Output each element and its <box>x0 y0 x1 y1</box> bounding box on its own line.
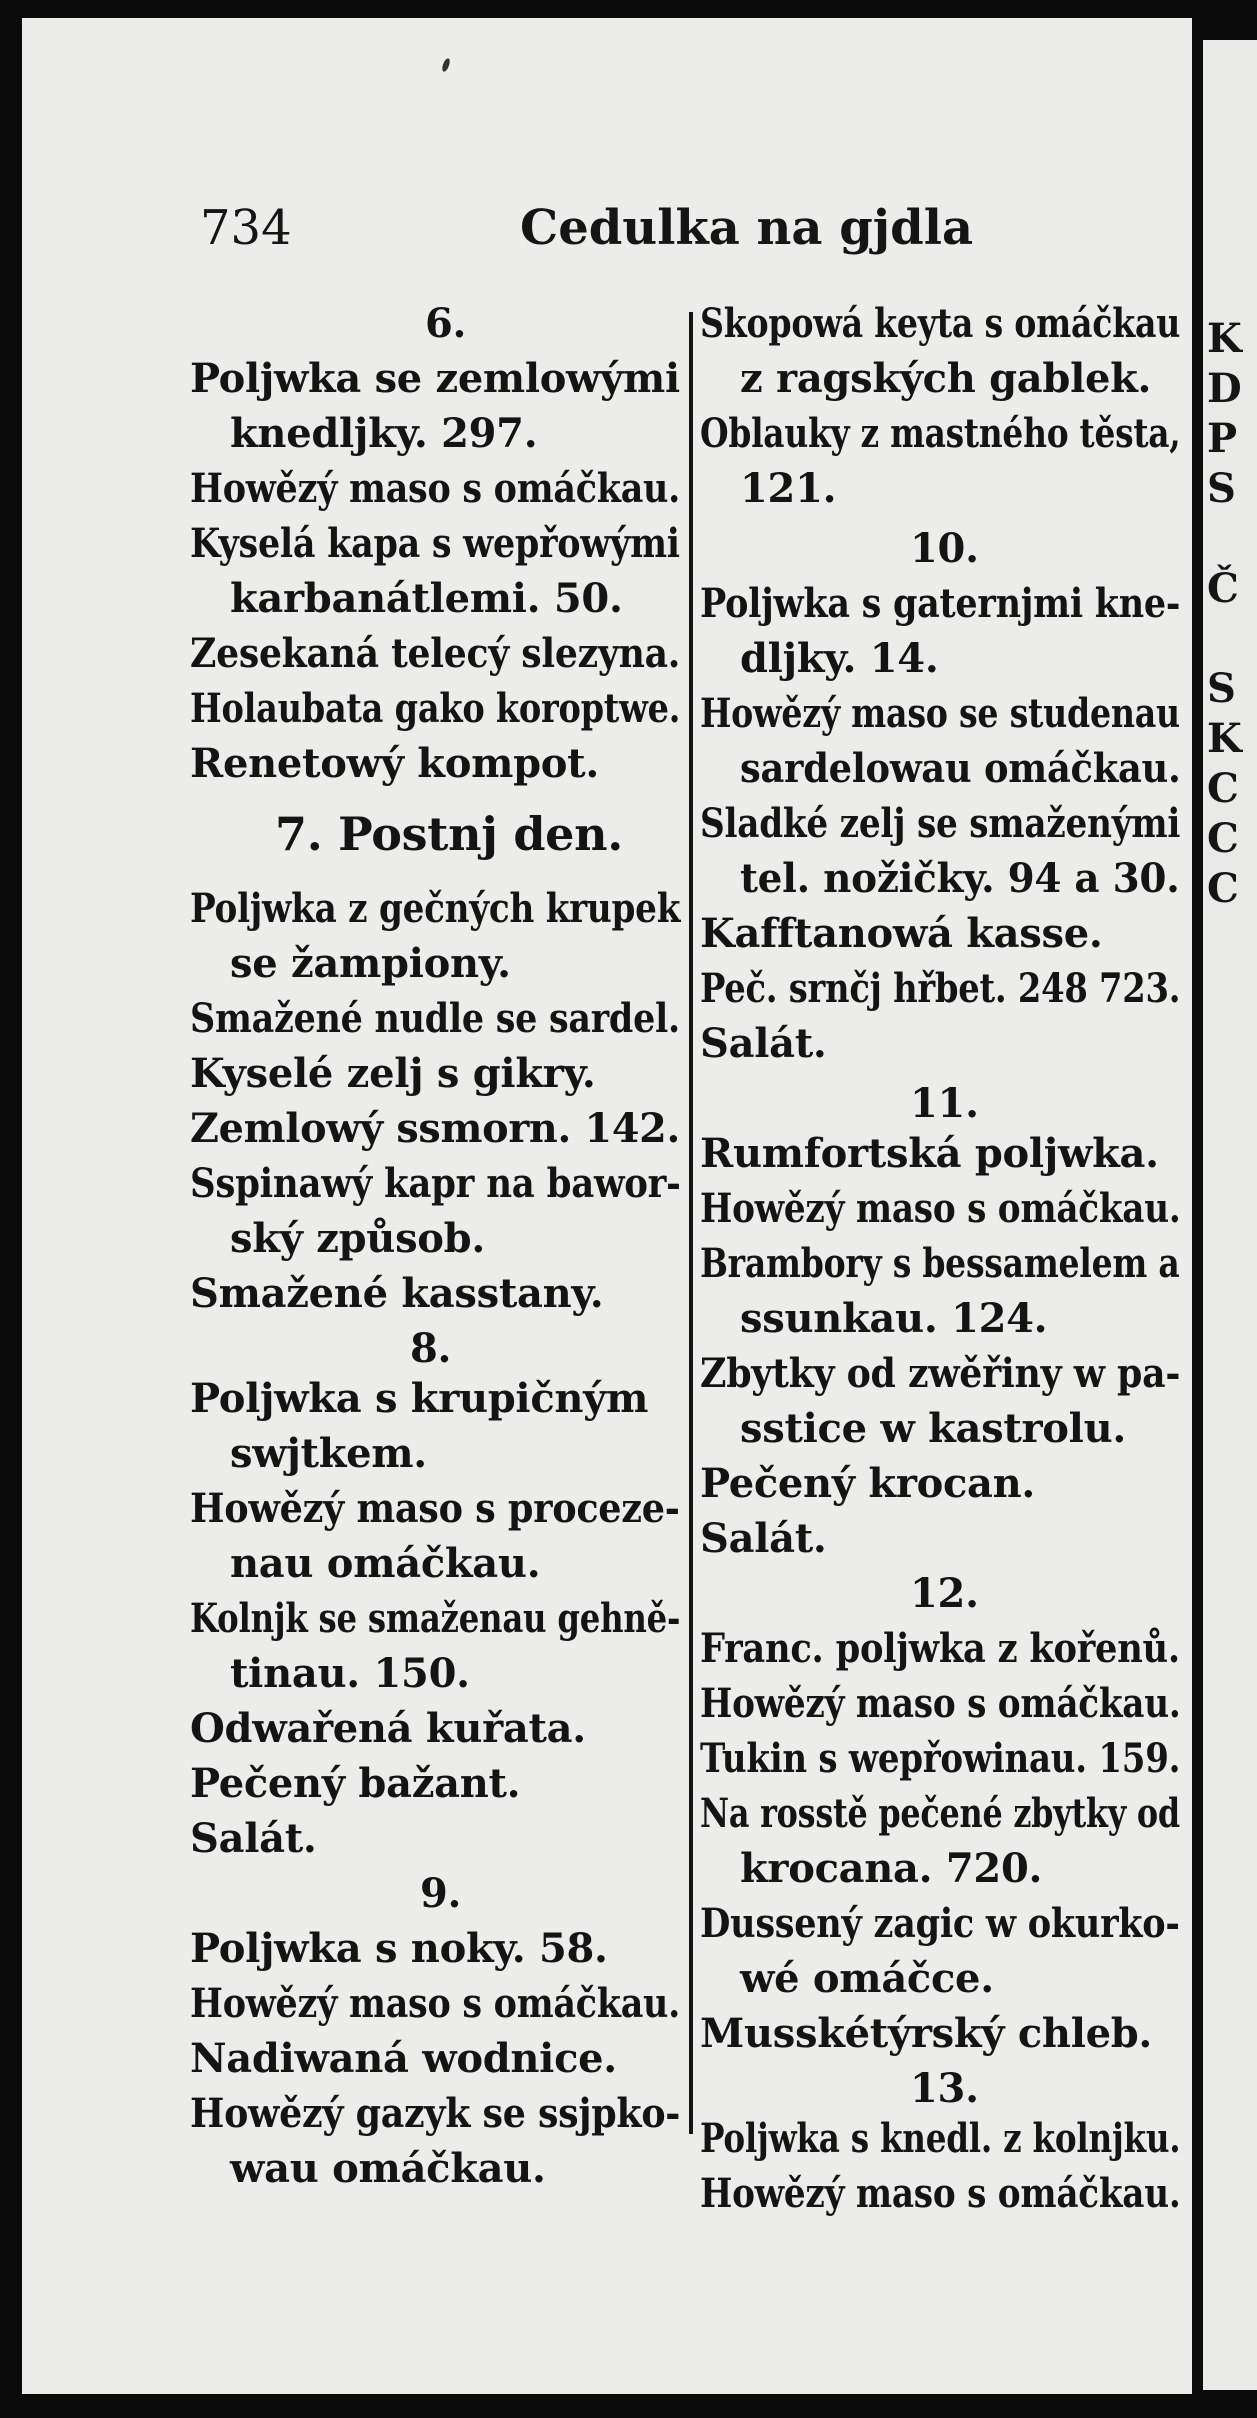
menu-item: Renetowý kompot. <box>190 740 599 787</box>
menu-item: Pečený krocan. <box>700 1460 1036 1507</box>
menu-item: Kyselé zelj s gikry. <box>190 1050 596 1097</box>
menu-item-continuation: tinau. 150. <box>230 1650 470 1697</box>
menu-day-heading: 7. Postnj den. <box>275 807 624 861</box>
adjacent-page-glyph: C <box>1207 865 1239 912</box>
menu-item-continuation: 121. <box>740 465 837 512</box>
menu-item: Poljwka z gečných krupek <box>190 885 681 932</box>
page-number: 734 <box>200 200 292 256</box>
menu-item: Zemlowý ssmorn. 142. <box>190 1105 680 1152</box>
adjacent-page-glyph: D <box>1207 365 1242 412</box>
menu-item: Brambory s bessamelem a <box>700 1240 1180 1287</box>
menu-item: Howězý maso s proceze- <box>190 1485 680 1532</box>
menu-item: Franc. poljwka z kořenů. <box>700 1625 1180 1672</box>
menu-item: Howězý maso se studenau <box>700 690 1180 737</box>
menu-item-continuation: ský způsob. <box>230 1215 485 1262</box>
menu-item-continuation: karbanátlemi. 50. <box>230 575 623 622</box>
menu-item: Holaubata gako koroptwe. <box>190 685 681 732</box>
menu-item: Kolnjk se smaženau gehně- <box>190 1595 681 1642</box>
menu-item-continuation: swjtkem. <box>230 1430 427 1477</box>
adjacent-page-glyph: P <box>1207 415 1238 462</box>
menu-item: Na rosstě pečené zbytky od <box>700 1790 1180 1837</box>
menu-item: Sspinawý kapr na bawor- <box>190 1160 681 1207</box>
menu-item: Zbytky od zwěřiny w pa- <box>700 1350 1181 1397</box>
menu-item: Poljwka s knedl. z kolnjku. <box>700 2115 1181 2162</box>
menu-item: Kafftanowá kasse. <box>700 910 1103 957</box>
menu-item-continuation: dljky. 14. <box>740 635 939 682</box>
menu-item: Salát. <box>190 1815 317 1862</box>
adjacent-page-glyph: C <box>1207 765 1239 812</box>
menu-item: Salát. <box>700 1020 827 1067</box>
menu-item: Skopowá keyta s omáčkau <box>700 300 1181 347</box>
menu-item: Rumfortská poljwka. <box>700 1130 1159 1177</box>
menu-item-continuation: wé omáčce. <box>740 1955 994 2002</box>
menu-day-heading: 12. <box>910 1570 979 1617</box>
menu-item: Poljwka se zemlowými <box>190 355 680 402</box>
menu-item: Poljwka s noky. 58. <box>190 1925 608 1972</box>
menu-item-continuation: nau omáčkau. <box>230 1540 541 1587</box>
menu-item: Nadiwaná wodnice. <box>190 2035 617 2082</box>
menu-item-continuation: se žampiony. <box>230 940 511 987</box>
adjacent-page-glyph: C <box>1207 815 1239 862</box>
menu-item: Howězý maso s omáčkau. <box>700 1185 1181 1232</box>
menu-item: Dussený zagic w okurko- <box>700 1900 1180 1947</box>
menu-item-continuation: wau omáčkau. <box>230 2145 546 2192</box>
menu-item: Pečený bažant. <box>190 1760 521 1807</box>
menu-item: Smažené kasstany. <box>190 1270 604 1317</box>
menu-item: Oblauky z mastného těsta, <box>700 410 1181 457</box>
menu-item: Howězý maso s omáčkau. <box>190 465 681 512</box>
menu-item: Howězý gazyk se ssjpko- <box>190 2090 681 2137</box>
menu-item: Zesekaná telecý slezyna. <box>190 630 681 677</box>
adjacent-page-edge <box>1203 40 1257 2390</box>
adjacent-page-glyph: K <box>1207 315 1242 362</box>
menu-item: Poljwka s gaternjmi kne- <box>700 580 1181 627</box>
menu-item: Kyselá kapa s wepřowými <box>190 520 680 567</box>
adjacent-page-glyph: S <box>1207 665 1236 712</box>
menu-item-continuation: tel. nožičky. 94 a 30. <box>740 855 1180 902</box>
page-title: Cedulka na gjdla <box>520 200 974 256</box>
menu-day-heading: 10. <box>910 525 979 572</box>
menu-item: Sladké zelj se smaženými <box>700 800 1181 847</box>
menu-item: Howězý maso s omáčkau. <box>700 1680 1181 1727</box>
menu-item: Salát. <box>700 1515 827 1562</box>
menu-day-heading: 13. <box>910 2065 979 2112</box>
menu-item-continuation: knedljky. 297. <box>230 410 538 457</box>
adjacent-page-glyph: S <box>1207 465 1236 512</box>
adjacent-page-glyph: K <box>1207 715 1242 762</box>
menu-day-heading: 11. <box>910 1080 979 1127</box>
menu-day-heading: 6. <box>425 300 467 347</box>
menu-item: Odwařená kuřata. <box>190 1705 586 1752</box>
menu-item: Musskétýrský chleb. <box>700 2010 1153 2057</box>
menu-item-continuation: sstice w kastrolu. <box>740 1405 1126 1452</box>
menu-day-heading: 8. <box>410 1325 452 1372</box>
column-divider <box>689 312 693 2134</box>
menu-item: Howězý maso s omáčkau. <box>700 2170 1181 2217</box>
adjacent-page-glyph: Č <box>1207 565 1239 612</box>
menu-item-continuation: sardelowau omáčkau. <box>740 745 1181 792</box>
menu-day-heading: 9. <box>420 1870 462 1917</box>
menu-item-continuation: krocana. 720. <box>740 1845 1043 1892</box>
menu-item: Howězý maso s omáčkau. <box>190 1980 681 2027</box>
menu-item: Smažené nudle se sardel. <box>190 995 680 1042</box>
menu-item: Poljwka s krupičným <box>190 1375 649 1422</box>
menu-item: Tukin s wepřowinau. 159. <box>700 1735 1181 1782</box>
menu-item-continuation: z ragských gablek. <box>740 355 1152 402</box>
menu-item-continuation: ssunkau. 124. <box>740 1295 1048 1342</box>
menu-item: Peč. srnčj hřbet. 248 723. <box>700 965 1181 1012</box>
